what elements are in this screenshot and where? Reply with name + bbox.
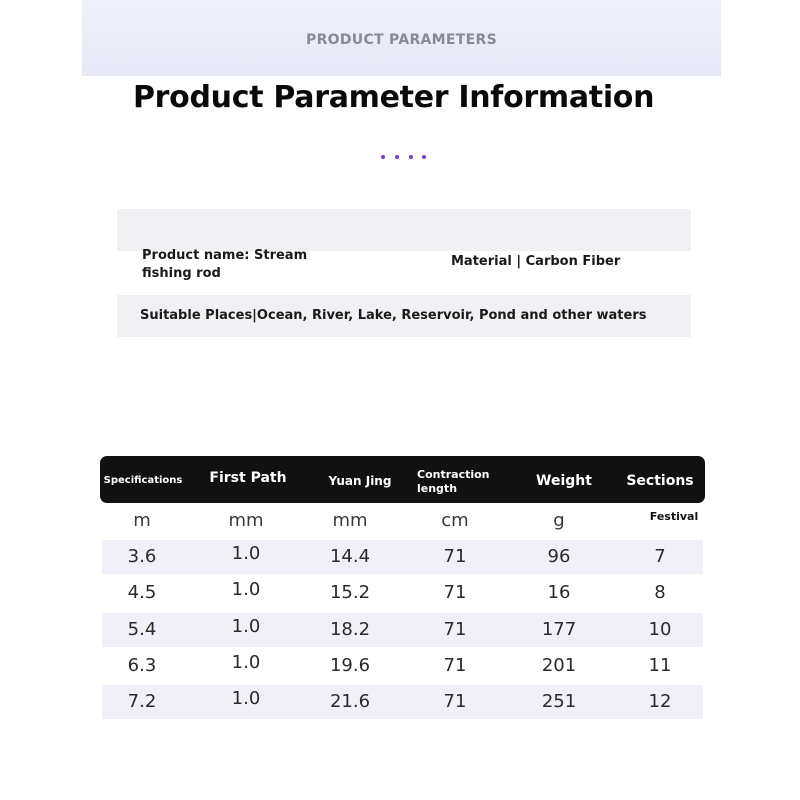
sections-cell: 11 bbox=[648, 655, 672, 676]
table-header bbox=[100, 456, 705, 503]
first-path-cell: 1.0 bbox=[231, 688, 261, 709]
table-row bbox=[102, 540, 703, 574]
sections-cell: 7 bbox=[654, 546, 666, 567]
yuan-jing-cell: 21.6 bbox=[329, 691, 371, 712]
table-row bbox=[102, 613, 703, 647]
product-name: Product name: Stream fishing rod bbox=[142, 248, 308, 281]
dot-icon bbox=[422, 155, 426, 159]
first-path-cell: 1.0 bbox=[231, 579, 261, 600]
weight-cell: 177 bbox=[541, 619, 577, 640]
suitable-places: Suitable Places|Ocean, River, Lake, Reservoir, Pond and other waters bbox=[140, 308, 647, 323]
unit-cell: m bbox=[133, 510, 151, 531]
header-yuan-jing: Yuan Jing bbox=[328, 474, 392, 488]
header-specifications: Specifications bbox=[103, 475, 183, 486]
dot-icon bbox=[409, 155, 413, 159]
unit-row bbox=[102, 504, 703, 538]
sections-cell: 12 bbox=[648, 691, 672, 712]
unit-cell: Festival bbox=[649, 510, 699, 523]
table-row bbox=[102, 576, 703, 610]
first-path-cell: 1.0 bbox=[231, 652, 261, 673]
top-banner bbox=[82, 0, 721, 76]
page-title: Product Parameter Information bbox=[133, 80, 655, 115]
unit-cell: cm bbox=[441, 510, 469, 531]
header-first-path: First Path bbox=[209, 470, 287, 486]
contraction-cell: 71 bbox=[443, 582, 467, 603]
sections-cell: 8 bbox=[654, 582, 666, 603]
info-band-top bbox=[117, 209, 691, 251]
banner-label: PRODUCT PARAMETERS bbox=[306, 32, 497, 48]
header-contraction-length: Contraction length bbox=[417, 468, 490, 495]
yuan-jing-cell: 19.6 bbox=[329, 655, 371, 676]
dot-icon bbox=[395, 155, 399, 159]
table-row bbox=[102, 685, 703, 719]
yuan-jing-cell: 18.2 bbox=[329, 619, 371, 640]
dot-icon bbox=[381, 155, 385, 159]
weight-cell: 96 bbox=[547, 546, 571, 567]
decorative-dots bbox=[381, 155, 429, 161]
contraction-cell: 71 bbox=[443, 546, 467, 567]
spec-cell: 4.5 bbox=[127, 582, 157, 603]
first-path-cell: 1.0 bbox=[231, 616, 261, 637]
material-info: Material | Carbon Fiber bbox=[451, 254, 621, 269]
spec-cell: 5.4 bbox=[127, 619, 157, 640]
weight-cell: 16 bbox=[547, 582, 571, 603]
weight-cell: 201 bbox=[541, 655, 577, 676]
header-weight: Weight bbox=[536, 473, 592, 489]
contraction-cell: 71 bbox=[443, 619, 467, 640]
unit-cell: mm bbox=[228, 510, 264, 531]
weight-cell: 251 bbox=[541, 691, 577, 712]
spec-cell: 7.2 bbox=[127, 691, 157, 712]
spec-cell: 6.3 bbox=[127, 655, 157, 676]
contraction-cell: 71 bbox=[443, 691, 467, 712]
unit-cell: g bbox=[553, 510, 565, 531]
sections-cell: 10 bbox=[648, 619, 672, 640]
yuan-jing-cell: 15.2 bbox=[329, 582, 371, 603]
header-sections: Sections bbox=[626, 473, 694, 489]
first-path-cell: 1.0 bbox=[231, 543, 261, 564]
yuan-jing-cell: 14.4 bbox=[329, 546, 371, 567]
contraction-cell: 71 bbox=[443, 655, 467, 676]
unit-cell: mm bbox=[332, 510, 368, 531]
spec-cell: 3.6 bbox=[127, 546, 157, 567]
table-row bbox=[102, 649, 703, 683]
